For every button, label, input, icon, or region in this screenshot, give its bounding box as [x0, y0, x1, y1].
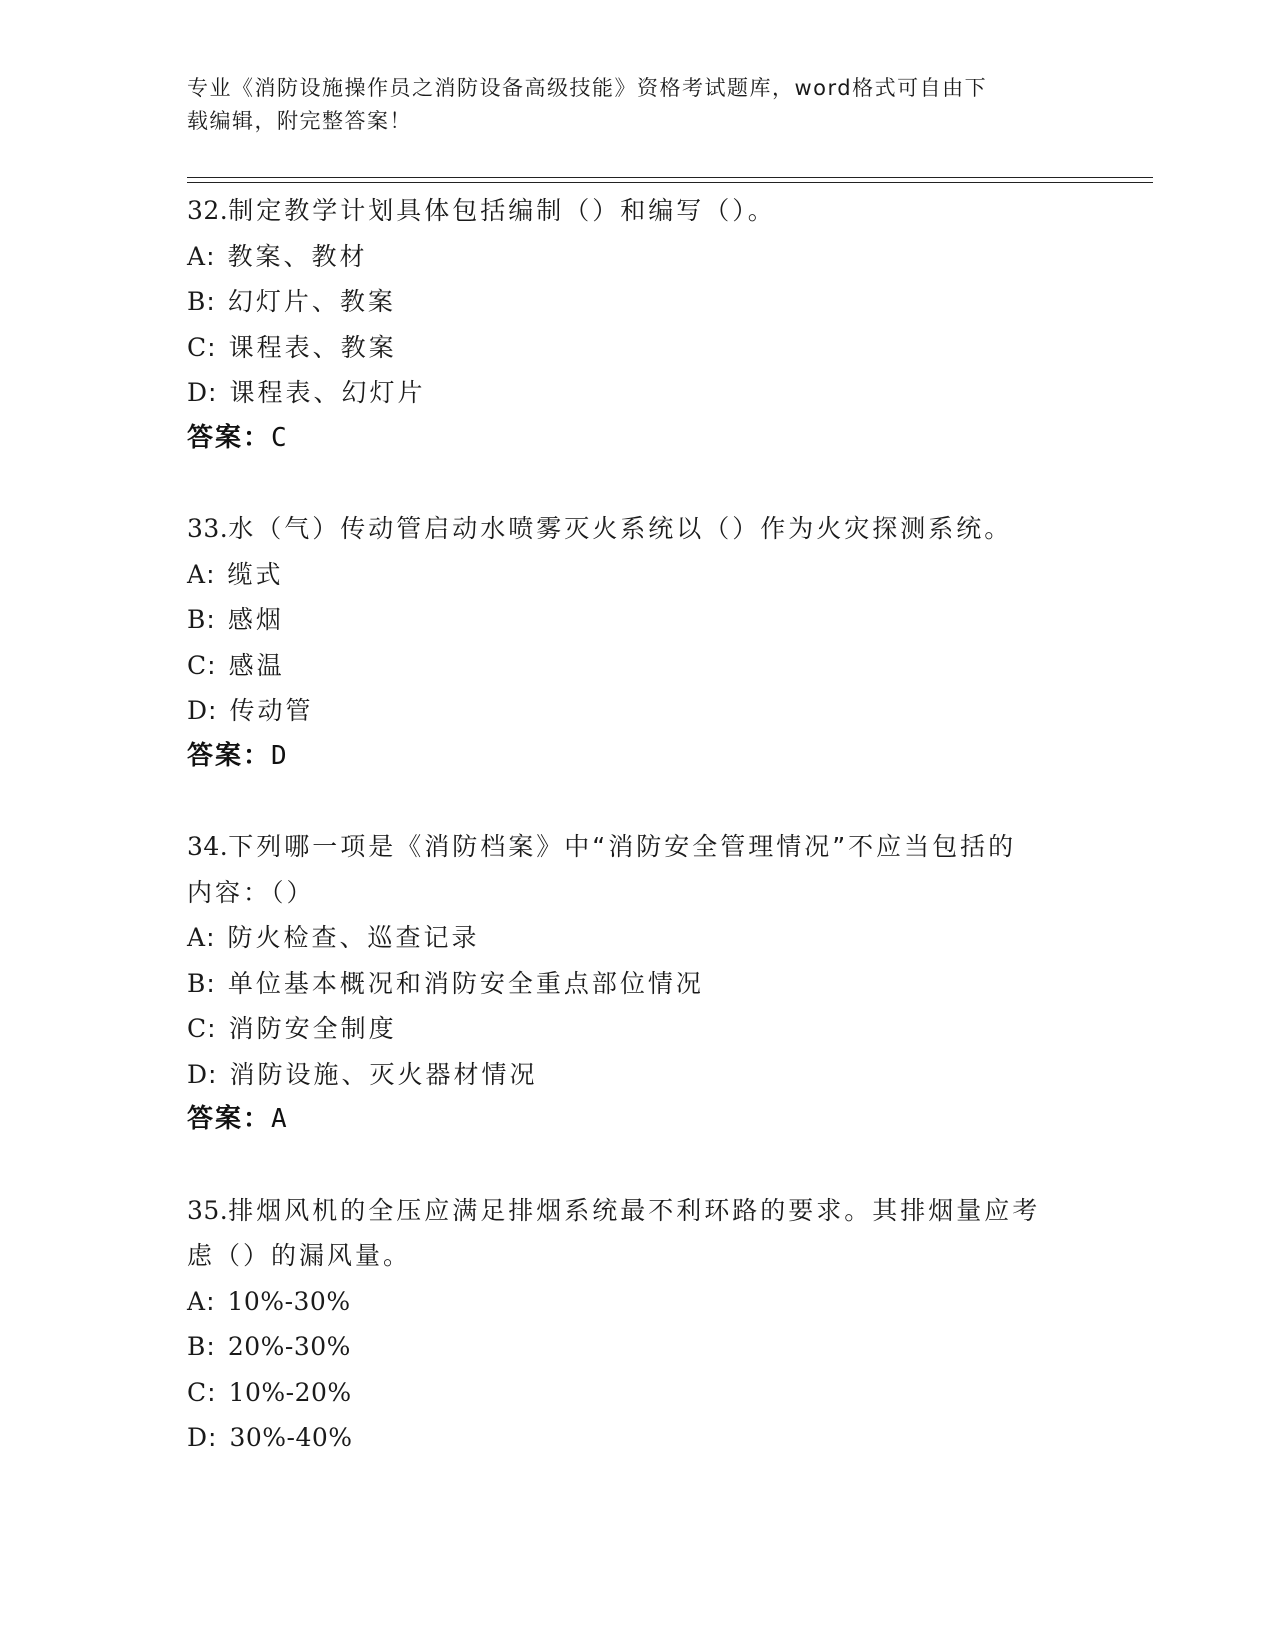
- option-letter: B: [187, 1332, 207, 1361]
- option-text: 传动管: [229, 696, 314, 725]
- option-letter: C: [187, 1014, 208, 1043]
- question-stem: [187, 824, 1087, 870]
- question-34: [187, 824, 1087, 1143]
- option-text: 消防安全制度: [228, 1014, 397, 1043]
- option-letter: A: [187, 241, 207, 271]
- answer: [187, 734, 1087, 780]
- option-letter: D: [187, 696, 209, 725]
- option-d: D: 传动管: [187, 696, 314, 725]
- answer-label: 答案：: [187, 740, 272, 771]
- option-d: D: 消防设施、灭火器材情况: [187, 1059, 538, 1089]
- question-stem: [187, 506, 1087, 552]
- option-text: 缆式: [227, 559, 284, 589]
- option-text: 课程表、教案: [228, 332, 397, 362]
- question-stem: [187, 1188, 1087, 1234]
- option-d: D: 30%-40%: [187, 1423, 353, 1452]
- option-text: 10%-30%: [227, 1286, 351, 1316]
- question-35: [187, 1188, 1087, 1461]
- question-number: 34.: [187, 832, 229, 861]
- option-c: C: 感温: [187, 650, 285, 680]
- option-text: 20%-30%: [227, 1332, 351, 1361]
- question-stem-line: 水（气）传动管启动水喷雾灭火系统以（）作为火灾探测系统。: [228, 514, 1013, 543]
- option-text: 教案、教材: [227, 241, 368, 271]
- question-list: [187, 188, 1087, 1506]
- answer: [187, 1097, 1087, 1143]
- option-letter: C: [187, 1377, 208, 1407]
- option-b: B: 感烟: [187, 605, 284, 634]
- question-number: 32.: [187, 196, 229, 225]
- option-text: 防火检查、巡查记录: [227, 923, 480, 952]
- option-text: 幻灯片、教案: [227, 287, 396, 316]
- question-32: [187, 188, 1087, 461]
- option-text: 感温: [228, 650, 285, 680]
- option-a: A: 缆式: [187, 559, 284, 589]
- option-letter: A: [187, 923, 207, 952]
- option-letter: B: [187, 287, 207, 316]
- option-a: A: 10%-30%: [187, 1286, 351, 1316]
- question-stem-line: 下列哪一项是《消防档案》中“消防安全管理情况”不应当包括的: [228, 832, 1017, 861]
- option-text: 10%-20%: [228, 1377, 352, 1407]
- question-stem-continuation: 内容：（）: [187, 877, 315, 907]
- question-stem: [187, 188, 1087, 234]
- question-stem-continuation: 虑（）的漏风量。: [187, 1241, 412, 1270]
- answer-value: A: [271, 1104, 289, 1134]
- option-c: C: 消防安全制度: [187, 1014, 397, 1043]
- option-letter: D: [187, 378, 209, 407]
- option-text: 感烟: [227, 605, 284, 634]
- question-stem-line: 制定教学计划具体包括编制（）和编写（）。: [228, 196, 776, 225]
- answer-label: 答案：: [187, 1104, 272, 1134]
- answer-label: 答案：: [187, 422, 272, 453]
- option-c: C: 10%-20%: [187, 1377, 352, 1407]
- option-text: 单位基本概况和消防安全重点部位情况: [227, 968, 704, 998]
- answer-value: C: [271, 422, 289, 453]
- question-33: [187, 506, 1087, 779]
- option-d: D: 课程表、幻灯片: [187, 378, 426, 407]
- option-letter: C: [187, 650, 208, 680]
- header-rule-bottom: [187, 182, 1153, 183]
- option-b: B: 单位基本概况和消防安全重点部位情况: [187, 968, 704, 998]
- option-letter: A: [187, 1286, 207, 1316]
- header-line-2: 载编辑，附完整答案！: [187, 109, 412, 133]
- option-letter: D: [187, 1423, 209, 1452]
- option-b: B: 20%-30%: [187, 1332, 351, 1361]
- option-c: C: 课程表、教案: [187, 332, 397, 362]
- option-text: 消防设施、灭火器材情况: [229, 1059, 538, 1089]
- question-number: 33.: [187, 514, 229, 543]
- option-a: A: 教案、教材: [187, 241, 368, 271]
- option-letter: A: [187, 559, 207, 589]
- header-rule-top: [187, 177, 1153, 178]
- option-letter: B: [187, 968, 207, 998]
- option-a: A: 防火检查、巡查记录: [187, 923, 480, 952]
- question-stem-line: 排烟风机的全压应满足排烟系统最不利环路的要求。其排烟量应考: [228, 1195, 1041, 1225]
- header-line-1: 专业《消防设施操作员之消防设备高级技能》资格考试题库，word格式可自由下: [187, 76, 988, 100]
- option-b: B: 幻灯片、教案: [187, 287, 396, 316]
- answer-value: D: [271, 740, 289, 771]
- option-letter: D: [187, 1059, 209, 1089]
- question-number: 35.: [187, 1195, 229, 1225]
- option-letter: C: [187, 332, 208, 362]
- document-header: [187, 72, 1067, 138]
- option-letter: B: [187, 605, 207, 634]
- answer: [187, 416, 1087, 462]
- option-text: 课程表、幻灯片: [229, 378, 426, 407]
- option-text: 30%-40%: [229, 1423, 353, 1452]
